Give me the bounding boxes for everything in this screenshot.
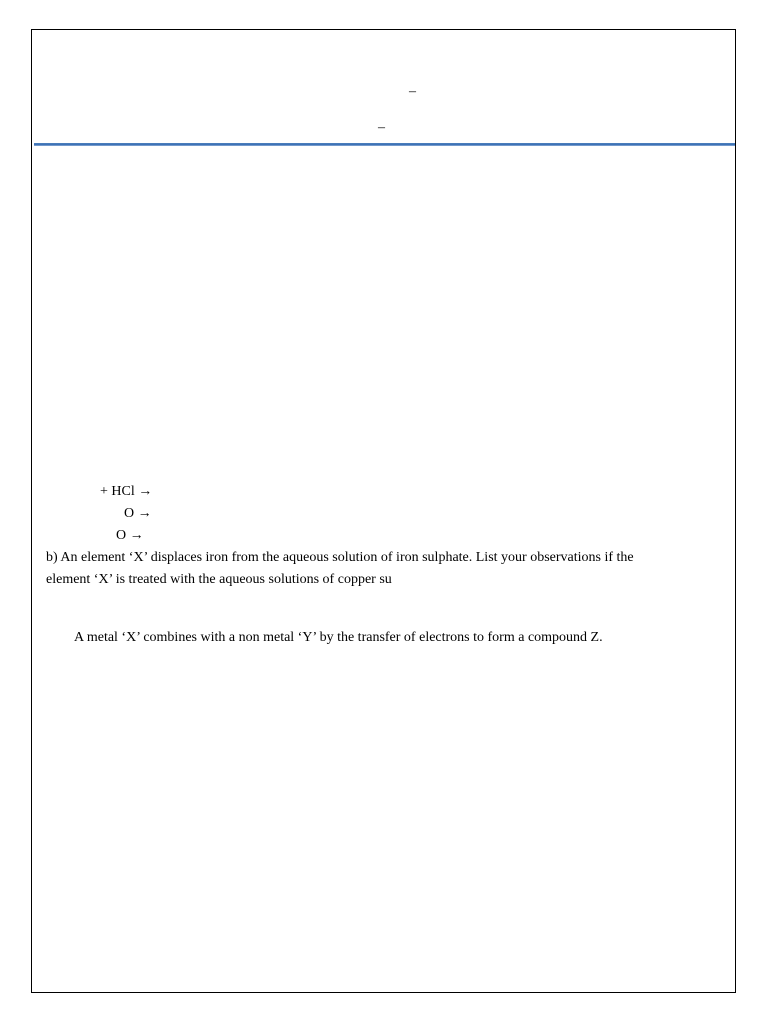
question-b-line-2: element ‘X’ is treated with the aqueous solutions of copper su — [46, 572, 392, 587]
equation-line-3: O → — [116, 528, 144, 543]
equation-line-2: O → — [124, 506, 152, 521]
header-dash-top: – — [409, 84, 416, 99]
question-b-line-1: b) An element ‘X’ displaces iron from the aqueous solution of iron sulphate. List your observations if the — [46, 550, 634, 565]
header-rule — [34, 143, 735, 146]
question-c-line: A metal ‘X’ combines with a non metal ‘Y’ by the transfer of electrons to form a compound Z. — [74, 630, 603, 645]
equation-line-1: + HCl → — [100, 484, 153, 499]
header-dash-bottom: – — [378, 120, 385, 135]
